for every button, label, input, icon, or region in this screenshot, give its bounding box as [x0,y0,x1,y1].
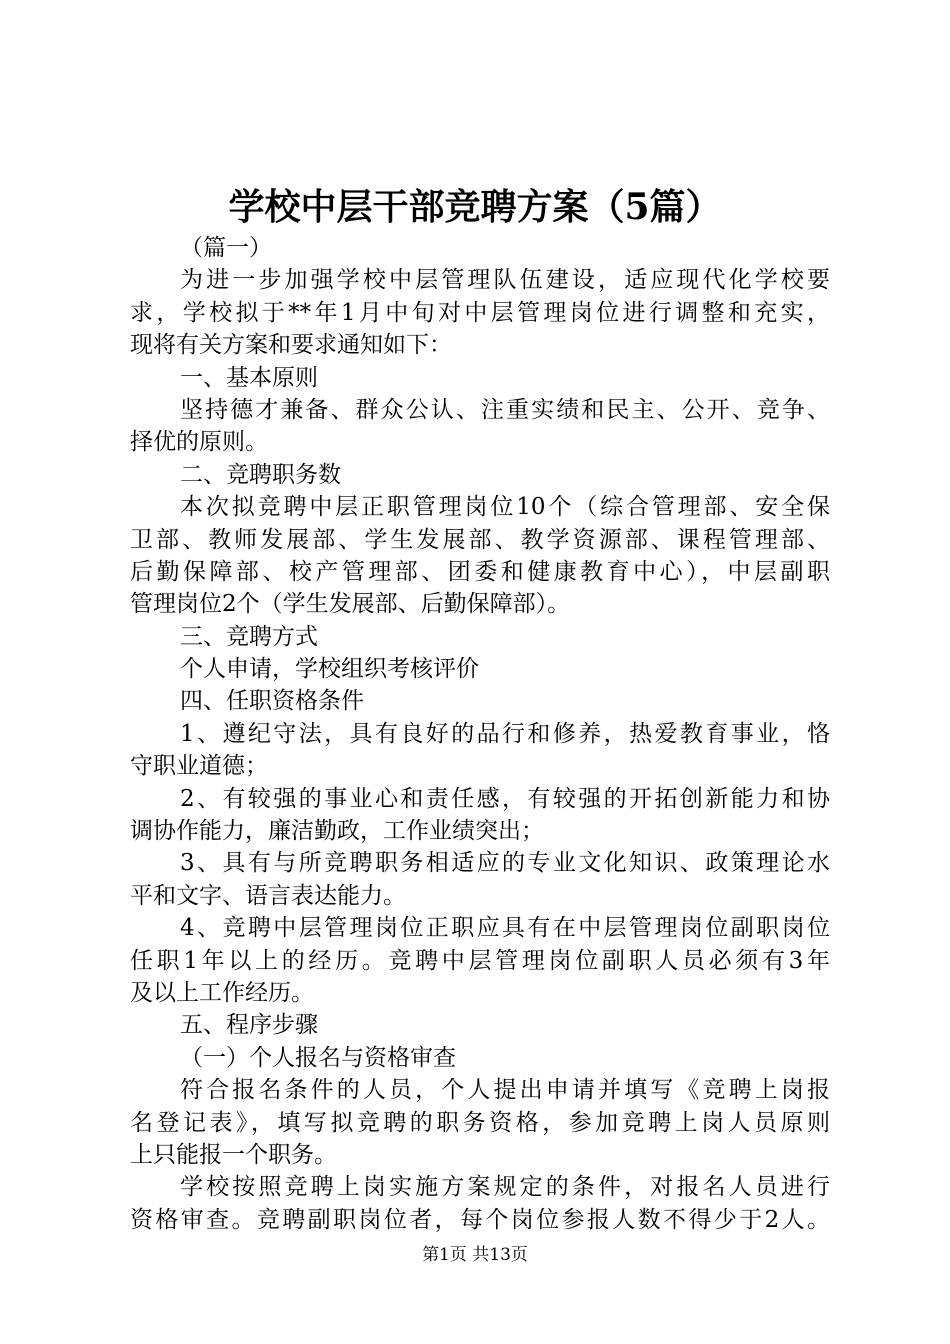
heading-line: 一、基本原则 [180,364,318,391]
paragraph-line: 现将有关方案和要求通知如下： [130,332,452,359]
document-title: 学校中层干部竞聘方案（5篇） [228,186,722,228]
paragraph-line: 个人申请，学校组织考核评价 [180,656,479,683]
paragraph-line: 本次拟竞聘中层正职管理岗位10个（综合管理部、安全保 [180,494,830,521]
paragraph-line: 资格审查。竞聘副职岗位者，每个岗位参报人数不得少于2人。 [130,1206,830,1233]
heading-line: 二、竞聘职务数 [180,461,341,488]
paragraph-line: 择优的原则。 [130,429,268,456]
heading-line: 五、程序步骤 [180,1012,318,1039]
paragraph-line: 1、遵纪守法，具有良好的品行和修养，热爱教育事业，恪 [180,720,830,747]
page-number-footer: 第1页 共13页 [422,1245,528,1265]
paragraph-line: 2、有较强的事业心和责任感，有较强的开拓创新能力和协 [180,785,830,812]
paragraph-line: 符合报名条件的人员，个人提出申请并填写《竞聘上岗报 [180,1077,830,1104]
paragraph-line: 管理岗位2个（学生发展部、后勤保障部）。 [130,591,571,618]
paragraph-line: 任职1年以上的经历。竞聘中层管理岗位副职人员必须有3年 [130,947,830,974]
document-body [130,232,830,1236]
subheading-line: （一）个人报名与资格审查 [180,1044,456,1071]
heading-line: 三、竞聘方式 [180,623,318,650]
paragraph-line: 后勤保障部、校产管理部、团委和健康教育中心），中层副职 [130,558,830,585]
paragraph-line: 学校按照竞聘上岗实施方案规定的条件，对报名人员进行 [180,1174,830,1201]
paragraph-line: 为进一步加强学校中层管理队伍建设，适应现代化学校要 [180,267,830,294]
paragraph-line: 3、具有与所竞聘职务相适应的专业文化知识、政策理论水 [180,850,830,877]
paragraph-line: 卫部、教师发展部、学生发展部、教学资源部、课程管理部、 [130,526,830,553]
section-label: （篇一） [180,235,272,261]
paragraph-line: 坚持德才兼备、群众公认、注重实绩和民主、公开、竞争、 [180,396,830,423]
paragraph-line: 调协作能力，廉洁勤政，工作业绩突出； [130,818,544,845]
paragraph-line: 4、竞聘中层管理岗位正职应具有在中层管理岗位副职岗位 [180,915,830,942]
paragraph-line: 及以上工作经历。 [130,979,314,1006]
paragraph-line: 求，学校拟于**年1月中旬对中层管理岗位进行调整和充实， [130,299,830,326]
paragraph-line: 守职业道德； [130,753,268,780]
heading-line: 四、任职资格条件 [180,688,364,715]
paragraph-line: 平和文字、语言表达能力。 [130,882,406,909]
paragraph-line: 名登记表》，填写拟竞聘的职务资格，参加竞聘上岗人员原则 [130,1109,830,1136]
paragraph-line: 上只能报一个职务。 [130,1141,337,1168]
